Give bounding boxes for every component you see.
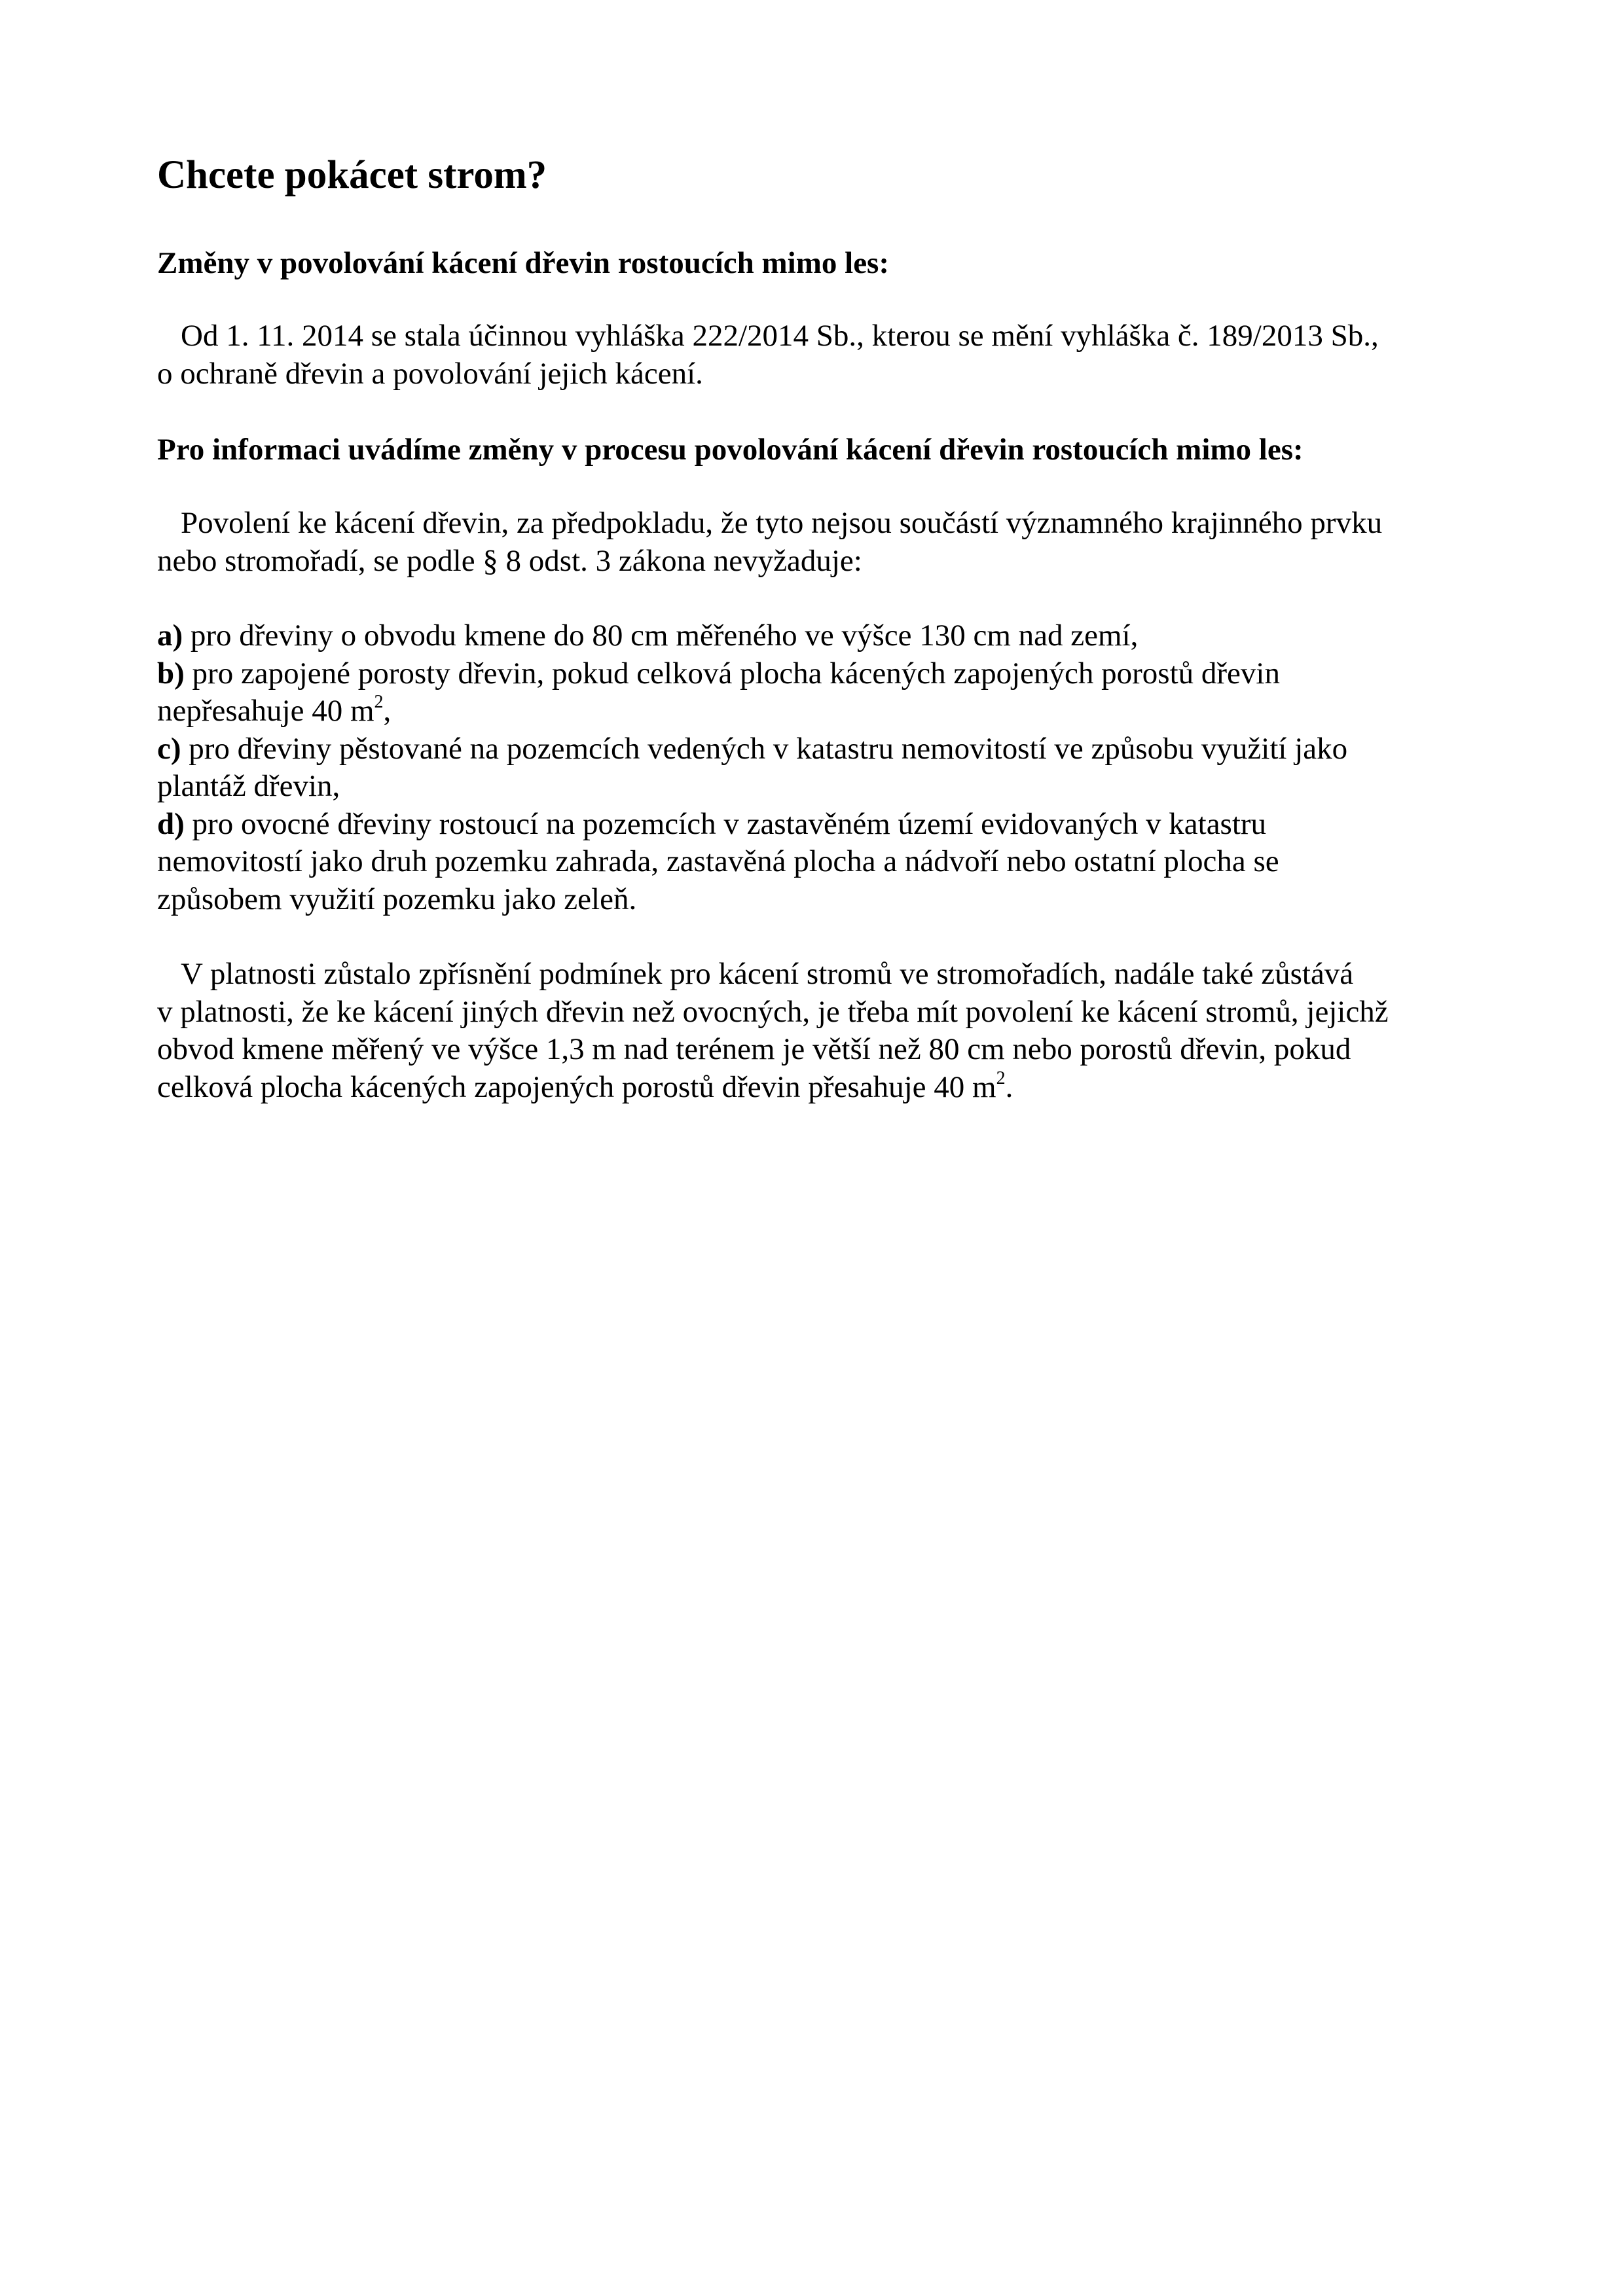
permission-paragraph	[157, 505, 1382, 580]
list-item-c-cont: plantáž dřevin,	[157, 769, 340, 803]
list-item-d	[157, 806, 1347, 844]
list-item-d-cont: způsobem využití pozemku jako zeleň.	[157, 882, 637, 916]
permission-line: Povolení ke kácení dřevin, za předpokladu, že tyto nejsou součástí významného krajinného prvku	[181, 506, 1383, 540]
superscript: 2	[374, 692, 384, 712]
intro-line: Od 1. 11. 2014 se stala účinnou vyhláška 222/2014 Sb., kterou se mění vyhláška č. 189/2013 Sb.,	[181, 319, 1379, 353]
closing-paragraph	[157, 956, 1389, 1106]
section-heading-changes: Změny v povolování kácení dřevin rostoucích mimo les:	[157, 246, 889, 280]
list-item-d-cont: nemovitostí jako druh pozemku zahrada, zastavěná plocha a nádvoří nebo ostatní plocha se	[157, 844, 1279, 878]
list-item-b	[157, 655, 1347, 693]
list-label: a)	[157, 619, 183, 653]
closing-line: V platnosti zůstalo zpřísnění podmínek pro kácení stromů ve stromořadích, nadále také zůstává	[181, 957, 1354, 991]
closing-text: .	[1005, 1069, 1013, 1104]
superscript: 2	[996, 1067, 1006, 1088]
list-text: pro dřeviny o obvodu kmene do 80 cm měřeného ve výšce 130 cm nad zemí,	[183, 619, 1139, 653]
list-text: ,	[383, 694, 392, 728]
permission-line: nebo stromořadí, se podle § 8 odst. 3 zákona nevyžaduje:	[157, 543, 862, 578]
list-item-a	[157, 617, 1347, 655]
list-label: b)	[157, 656, 185, 691]
closing-line: obvod kmene měřený ve výšce 1,3 m nad terénem je větší než 80 cm nebo porostů dřevin, pokud	[157, 1032, 1351, 1066]
exemption-list	[157, 617, 1347, 918]
list-text: pro ovocné dřeviny rostoucí na pozemcích v zastavěném území evidovaných v katastru	[184, 806, 1267, 841]
intro-paragraph	[157, 317, 1379, 393]
list-text: pro dřeviny pěstované na pozemcích vedených v katastru nemovitostí ve způsobu využití jako	[181, 731, 1348, 766]
closing-line	[157, 1069, 1389, 1107]
closing-line: v platnosti, že ke kácení jiných dřevin než ovocných, je třeba mít povolení ke kácení stromů, jejichž	[157, 994, 1389, 1029]
section-heading-info: Pro informaci uvádíme změny v procesu povolování kácení dřevin rostoucích mimo les:	[157, 433, 1304, 467]
closing-text: celková plocha kácených zapojených porostů dřevin přesahuje 40 m	[157, 1069, 996, 1104]
list-item-c	[157, 730, 1347, 768]
list-label: d)	[157, 806, 185, 841]
list-label: c)	[157, 731, 181, 766]
list-text: pro zapojené porosty dřevin, pokud celková plocha kácených zapojených porostů dřevin	[184, 656, 1280, 691]
page-title: Chcete pokácet strom?	[157, 153, 547, 197]
list-item-b-cont	[157, 692, 1347, 730]
list-text: nepřesahuje 40 m	[157, 694, 374, 728]
intro-line: o ochraně dřevin a povolování jejich kácení.	[157, 356, 703, 391]
